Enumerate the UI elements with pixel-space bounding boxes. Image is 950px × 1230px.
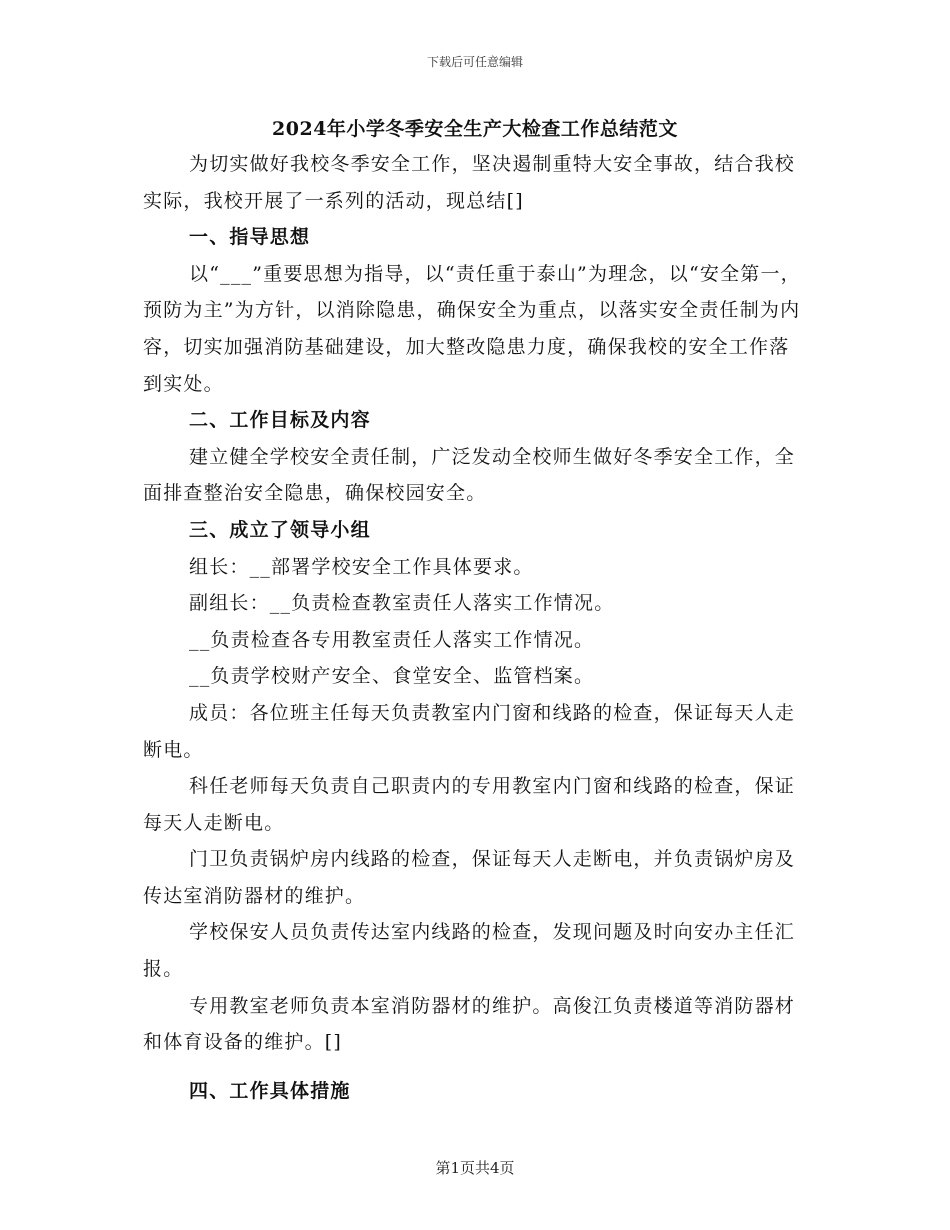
body-paragraph: 建立健全学校安全责任制，广泛发动全校师生做好冬季安全工作，全面排查整治安全隐患，确保校园安全。	[143, 445, 796, 505]
document-title: 2024年小学冬季安全生产大检查工作总结范文	[272, 118, 678, 140]
body-paragraph: 科任老师每天负责自己职责内的专用教室内门窗和线路的检查，保证每天人走断电。	[143, 775, 796, 834]
body-paragraph: __负责学校财产安全、食堂安全、监管档案。	[189, 665, 595, 688]
body-paragraph: 组长：__部署学校安全工作具体要求。	[189, 555, 534, 578]
body-paragraph: 为切实做好我校冬季安全工作，坚决遏制重特大安全事故，结合我校实际，我校开展了一系列的活动，现总结[]	[143, 153, 796, 212]
section-heading: 一、指导思想	[189, 226, 311, 249]
section-heading: 四、工作具体措施	[189, 1079, 351, 1102]
document-body	[143, 146, 803, 1109]
body-paragraph: 成员：各位班主任每天负责教室内门窗和线路的检查，保证每天人走断电。	[143, 701, 796, 761]
body-paragraph: 副组长：__负责检查教室责任人落实工作情况。	[189, 592, 615, 615]
body-paragraph: 门卫负责锅炉房内线路的检查，保证每天人走断电，并负责锅炉房及传达室消防器材的维护。	[143, 848, 796, 907]
section-heading: 三、成立了领导小组	[189, 518, 371, 541]
body-paragraph: 学校保安人员负责传达室内线路的检查，发现问题及时向安办主任汇报。	[143, 921, 796, 981]
body-paragraph: 专用教室老师负责本室消防器材的维护。高俊江负责楼道等消防器材和体育设备的维护。[]	[143, 994, 796, 1054]
page-header-note: 下载后可任意编辑	[426, 55, 523, 69]
section-heading: 二、工作目标及内容	[189, 409, 371, 432]
body-paragraph: __负责检查各专用教室责任人落实工作情况。	[189, 628, 595, 651]
page-footer: 第1页共4页	[435, 1159, 515, 1177]
body-paragraph: 以“___”重要思想为指导，以“责任重于泰山”为理念，以“安全第一，预防为主”为方针，以消除隐患，确保安全为重点，以落实安全责任制为内容，切实加强消防基础建设，加大整改隐患力度，确保我校的安全工作落到实处。	[143, 262, 801, 395]
